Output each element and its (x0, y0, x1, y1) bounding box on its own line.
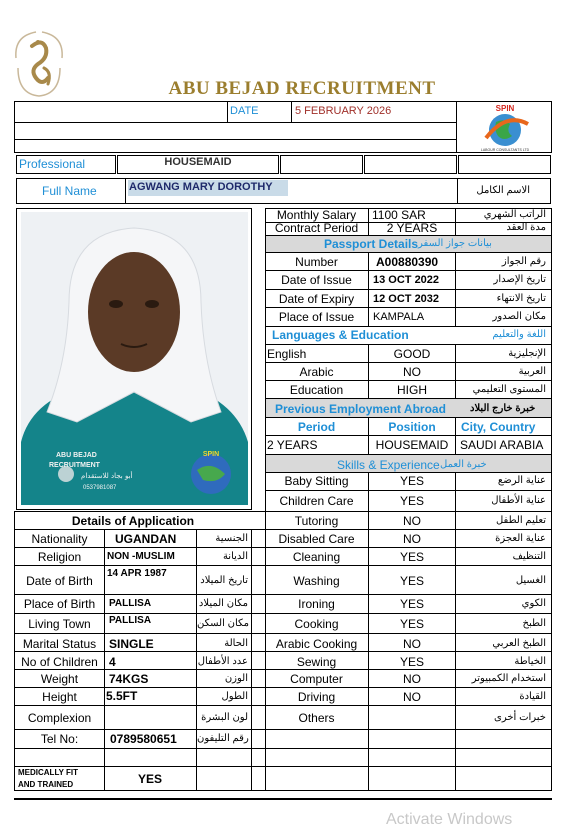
skill-washing-arabic: الغسيل (515, 575, 546, 586)
children-value: 4 (109, 655, 116, 669)
religion-value: NON -MUSLIM (107, 551, 175, 562)
skill-cooking-value: YES (399, 617, 424, 631)
languages-title: Languages & Education (272, 328, 409, 342)
passport-number-arabic: رقم الجواز (501, 256, 546, 267)
place-of-issue-arabic: مكان الصدور (492, 311, 546, 322)
passport-title-arabic: بيانات جواز السفر (418, 238, 492, 249)
activate-windows-watermark: Activate Windows (386, 811, 513, 828)
arabic-value: NO (403, 365, 421, 379)
shirt-arabic: أبو بجاد للاستقدام (81, 472, 133, 480)
spin-logo (476, 102, 536, 152)
professional-value: HOUSEMAID (164, 156, 232, 168)
date-of-expiry-arabic: تاريخ الانتهاء (496, 293, 546, 304)
height-arabic: الطول (221, 691, 248, 702)
place-of-birth-value: PALLISA (109, 598, 152, 609)
children-label: No of Children (21, 655, 98, 669)
children-arabic: عدد الأطفال (197, 656, 248, 667)
medically-fit-label: MEDICALLY FIT (18, 768, 79, 777)
shirt-logo: SPIN (202, 451, 220, 458)
skill-tutoring-value: NO (403, 514, 421, 528)
full-name-arabic: الاسم الكامل (476, 185, 530, 196)
date-of-issue-arabic: تاريخ الإصدار (493, 274, 546, 285)
skill-arabic-cooking-label: Arabic Cooking (275, 637, 358, 651)
skill-children-care-arabic: عناية الأطفال (491, 495, 546, 506)
skill-sewing-value: YES (399, 655, 424, 669)
skill-cleaning-arabic: التنظيف (512, 551, 546, 562)
employment-country: SAUDI ARABIA (460, 438, 544, 452)
skill-driving-value: NO (403, 690, 421, 704)
full-name-value: AGWANG MARY DOROTHY (129, 181, 273, 193)
living-town-arabic: مكان السكن (197, 618, 249, 629)
passport-number-value: A00880390 (376, 255, 439, 269)
monthly-salary-label: Monthly Salary (276, 208, 357, 222)
skill-disabled-care-value: NO (403, 532, 421, 546)
contract-period-label: Contract Period (274, 221, 359, 235)
height-value: 5.5FT (106, 689, 138, 703)
employment-period: 2 YEARS (267, 438, 318, 452)
date-of-issue-value: 13 OCT 2022 (373, 274, 440, 286)
nationality-value: UGANDAN (115, 532, 177, 546)
skills-title-arabic: خبرة العمل (440, 459, 487, 470)
tel-arabic: رقم التليفون (197, 733, 249, 744)
dob-label: Date of Birth (26, 574, 93, 588)
weight-value: 74KGS (109, 672, 149, 686)
skill-ironing-value: YES (399, 597, 424, 611)
date-value: 5 FEBRUARY 2026 (295, 105, 392, 117)
place-of-issue-value: KAMPALA (373, 311, 425, 323)
trained-label: AND TRAINED (18, 780, 74, 789)
skill-arabic-cooking-value: NO (403, 637, 421, 651)
skill-disabled-care-label: Disabled Care (278, 532, 355, 546)
company-title: ABU BEJAD RECRUITMENT (168, 78, 436, 99)
skill-computer-label: Computer (290, 672, 343, 686)
english-arabic: الإنجليزية (508, 348, 546, 359)
living-town-value: PALLISA (109, 615, 152, 626)
spin-logo-text: SPIN (495, 104, 515, 113)
dob-arabic: تاريخ الميلاد (200, 575, 248, 586)
religion-label: Religion (37, 550, 82, 564)
skill-children-care-label: Children Care (279, 494, 354, 508)
skill-others-label: Others (298, 711, 335, 725)
date-of-issue-label: Date of Issue (281, 273, 352, 287)
tel-label: Tel No: (40, 732, 79, 746)
skill-sewing-label: Sewing (296, 655, 337, 669)
place-of-birth-arabic: مكان الميلاد (198, 598, 248, 609)
date-label: DATE (230, 105, 259, 117)
shirt-phone: 0537981087 (83, 485, 117, 491)
full-name-label: Full Name (42, 184, 97, 198)
religion-arabic: الديانة (222, 551, 248, 562)
complexion-arabic: لون البشرة (201, 712, 248, 723)
arabic-label: Arabic (299, 365, 334, 379)
skill-disabled-care-arabic: عناية العجزة (495, 533, 546, 544)
skill-tutoring-arabic: تعليم الطفل (495, 515, 546, 526)
skill-driving-label: Driving (297, 690, 336, 704)
employment-title-arabic: خبرة خارج البلاد (470, 403, 536, 414)
skill-washing-label: Washing (293, 574, 340, 588)
monthly-salary-arabic: الراتب الشهري (483, 209, 546, 220)
weight-arabic: الوزن (224, 673, 248, 684)
marital-status-arabic: الحالة (224, 638, 248, 649)
tel-value: 0789580651 (110, 732, 177, 746)
date-of-expiry-label: Date of Expiry (278, 292, 355, 306)
english-label: English (267, 347, 307, 361)
monthly-salary-value: 1100 SAR (372, 208, 426, 222)
marital-status-label: Marital Status (22, 637, 97, 651)
languages-title-arabic: اللغة والتعليم (492, 329, 546, 340)
skill-tutoring-label: Tutoring (294, 514, 339, 528)
nationality-label: Nationality (31, 532, 88, 546)
education-value: HIGH (397, 383, 427, 397)
skill-computer-arabic: استخدام الكمبيوتر (471, 673, 546, 684)
skill-driving-arabic: القيادة (519, 691, 546, 702)
skill-ironing-label: Ironing (298, 597, 335, 611)
employment-col-country: City, Country (461, 420, 536, 434)
spin-logo-subtext: LABOUR CONSULTANTS LTD (480, 148, 530, 152)
skill-cleaning-label: Cleaning (292, 550, 341, 564)
arabic-arabic: العربية (518, 366, 546, 377)
skill-baby-sitting-label: Baby Sitting (284, 474, 349, 488)
skill-arabic-cooking-arabic: الطبخ العربي (492, 638, 546, 649)
skill-computer-value: NO (403, 672, 421, 686)
application-title: Details of Application (71, 514, 195, 528)
skill-cleaning-value: YES (399, 550, 424, 564)
skill-sewing-arabic: الخياطة (514, 656, 546, 667)
shirt-text-1: ABU BEJAD (56, 452, 97, 459)
professional-label: Professional (19, 157, 86, 171)
height-label: Height (42, 690, 77, 704)
skills-title: Skills & Experience (337, 458, 440, 472)
employment-col-position: Position (388, 420, 436, 434)
complexion-label: Complexion (27, 711, 92, 725)
passport-number-label: Number (295, 255, 338, 269)
weight-label: Weight (40, 672, 79, 686)
marital-status-value: SINGLE (109, 637, 154, 651)
skill-baby-sitting-value: YES (399, 474, 424, 488)
skill-washing-value: YES (399, 574, 424, 588)
contract-period-value: 2 YEARS (386, 221, 438, 235)
nationality-arabic: الجنسية (215, 533, 248, 544)
dob-value: 14 APR 1987 (107, 568, 167, 579)
english-value: GOOD (393, 347, 431, 361)
place-of-birth-label: Place of Birth (23, 597, 96, 611)
employment-title: Previous Employment Abroad (275, 402, 446, 416)
skill-cooking-label: Cooking (294, 617, 339, 631)
date-of-expiry-value: 12 OCT 2032 (373, 293, 440, 305)
skill-baby-sitting-arabic: عناية الرضع (497, 475, 546, 486)
skill-cooking-arabic: الطبخ (522, 618, 546, 629)
skill-children-care-value: YES (399, 494, 424, 508)
abu-bejad-logo (8, 28, 70, 100)
education-arabic: المستوى التعليمي (472, 384, 546, 395)
employment-col-period: Period (297, 420, 336, 434)
passport-title: Passport Details (324, 237, 419, 251)
skill-ironing-arabic: الكوي (521, 598, 546, 609)
education-label: Education (289, 383, 344, 397)
applicant-photo (21, 212, 248, 505)
contract-period-arabic: مدة العقد (506, 222, 546, 233)
employment-position: HOUSEMAID (375, 438, 449, 452)
medically-fit-value: YES (138, 772, 163, 786)
living-town-label: Living Town (28, 617, 91, 631)
place-of-issue-label: Place of Issue (278, 310, 355, 324)
shirt-text-2: RECRUITMENT (49, 462, 100, 469)
skill-others-arabic: خبرات أخرى (494, 712, 546, 723)
